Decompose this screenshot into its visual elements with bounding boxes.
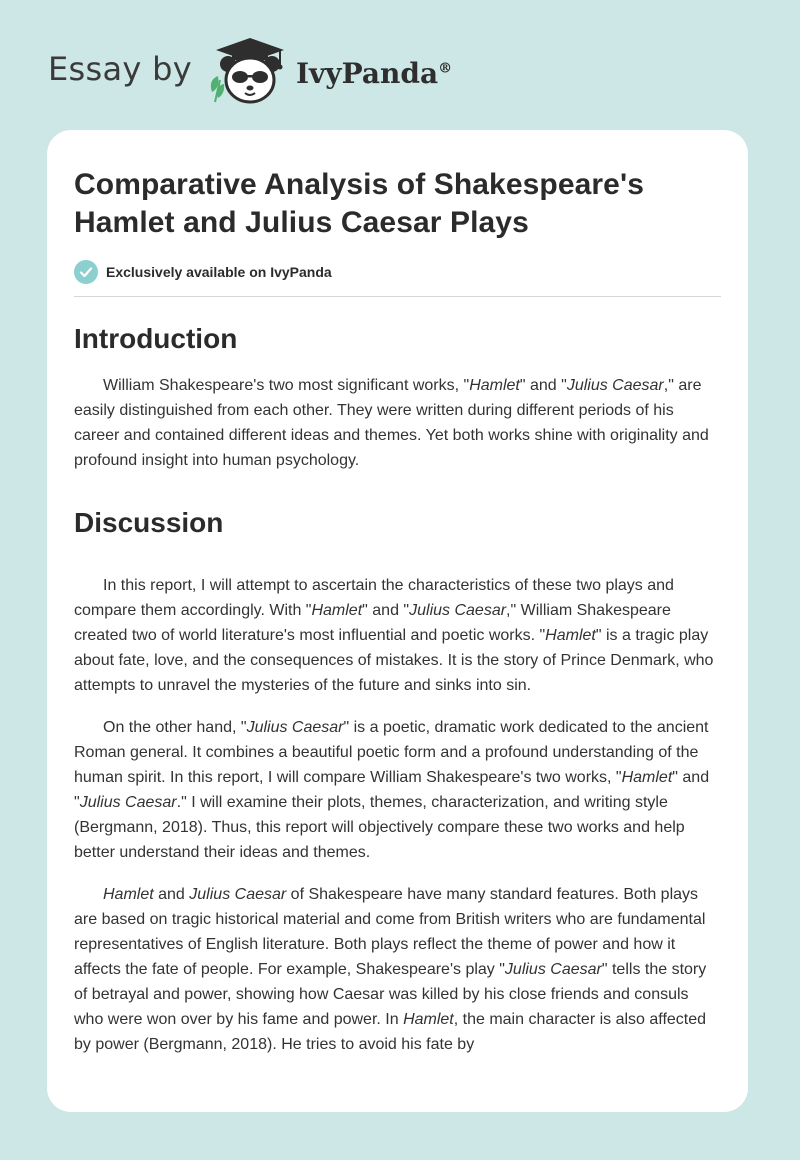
italic-title: Julius Caesar [79, 794, 177, 811]
essay-card [47, 130, 748, 1112]
registered-mark: ® [438, 60, 453, 77]
exclusive-label: Exclusively available on IvyPanda [106, 264, 332, 280]
section-heading-introduction: Introduction [74, 323, 238, 354]
paragraph: Hamlet and Julius Caesar of Shakespeare have many standard features. Both plays are based on tragic historical material and come from British writers who are fundamental representatives of English literature. Both plays reflect the theme of power and how it affects the fate of people. For example, Shakespeare's play "Julius Caesar" tells the story of betrayal and power, showing how Caesar was killed by his close friends and consuls who were won over by his fame and power. In Hamlet, the main character is also affected by power (Bergmann, 2018). He tries to avoid his fate by [74, 886, 707, 1053]
section-heading-discussion: Discussion [74, 507, 224, 538]
italic-title: Julius Caesar [189, 886, 287, 903]
paragraph: William Shakespeare's two most significant works, "Hamlet" and "Julius Caesar," are easily distinguished from each other. They were written during different periods of his career and contained different ideas and themes. Yet both works shine with originality and profound insight into human psychology. [74, 377, 709, 469]
italic-title: Hamlet [545, 627, 596, 644]
italic-title: Hamlet [469, 377, 520, 394]
paragraph: On the other hand, "Julius Caesar" is a poetic, dramatic work dedicated to the ancient Roman general. It combines a beautiful poetic form and a profound understanding of the human spirit. In this report, I will compare William Shakespeare's two works, "Hamlet" and "Julius Caesar." I will examine their plots, themes, characterization, and writing style (Bergmann, 2018). Thus, this report will objectively compare these two works and help better understand their ideas and themes. [74, 719, 710, 861]
italic-title: Julius Caesar [566, 377, 664, 394]
exclusive-badge [74, 260, 721, 297]
italic-title: Hamlet [311, 602, 363, 619]
italic-title: Hamlet [621, 769, 673, 786]
brand-name[interactable]: IvyPanda® [295, 56, 453, 90]
italic-title: Hamlet [403, 1011, 454, 1028]
panda-logo-icon[interactable] [206, 36, 290, 106]
essay-title: Comparative Analysis of Shakespeare's Hamlet and Julius Caesar Plays [74, 168, 644, 239]
check-icon [74, 260, 98, 284]
italic-title: Hamlet [103, 886, 154, 903]
italic-title: Julius Caesar [504, 961, 602, 978]
essay-by-label: Essay by [48, 50, 192, 88]
site-header [48, 36, 452, 106]
italic-title: Julius Caesar [246, 719, 344, 736]
paragraph: In this report, I will attempt to ascertain the characteristics of these two plays and compare them accordingly. With "Hamlet" and "Julius Caesar," William Shakespeare created two of world literature's most influential and poetic works. "Hamlet" is a tragic play about fate, love, and the consequences of mistakes. It is the story of Prince Denmark, who attempts to unravel the mysteries of the future and sinks into sin. [74, 577, 714, 694]
italic-title: Julius Caesar [409, 602, 507, 619]
